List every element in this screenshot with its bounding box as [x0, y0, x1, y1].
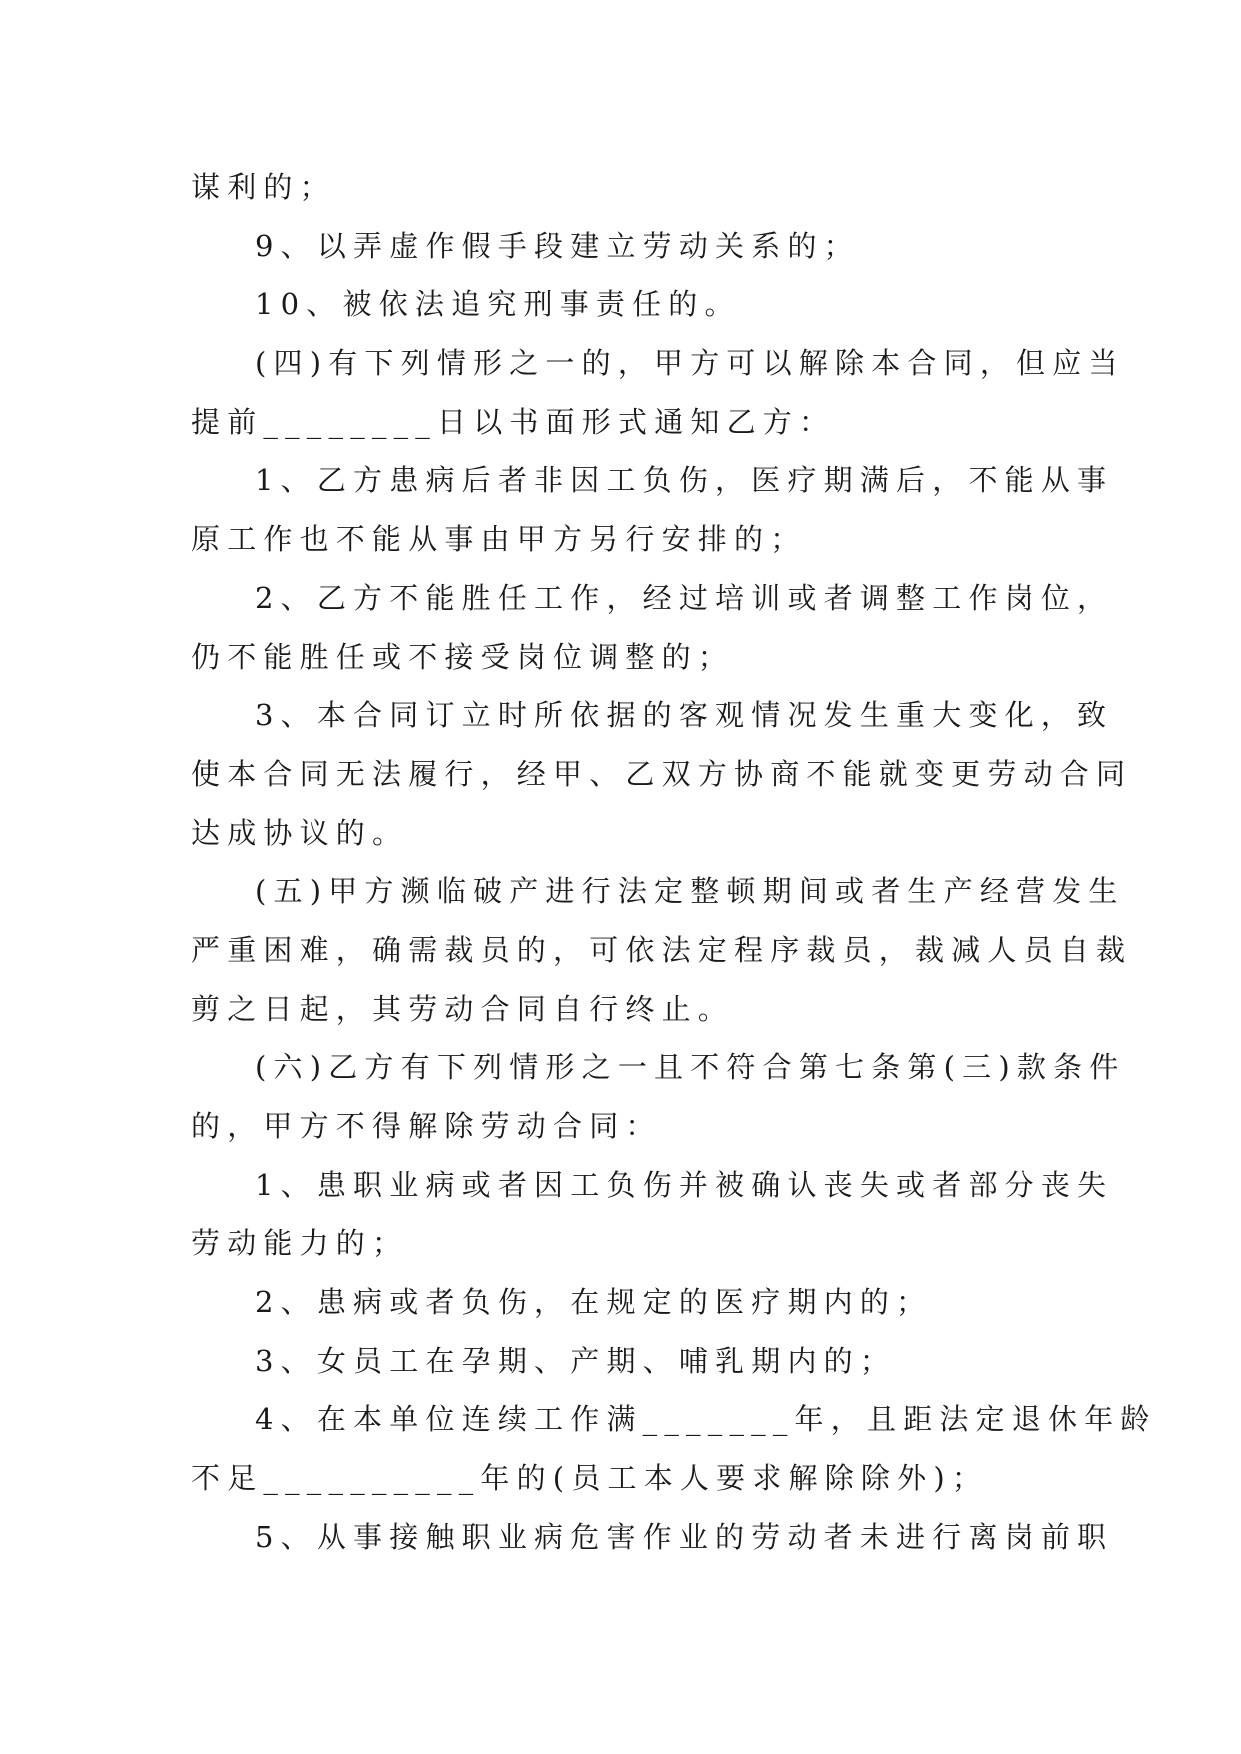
text-line: 仍不能胜任或不接受岗位调整的； — [191, 639, 735, 674]
text-line: 4、在本单位连续工作满_______年，且距法定退休年龄 — [255, 1402, 1157, 1437]
text-line: (四)有下列情形之一的，甲方可以解除本合同，但应当 — [255, 346, 1125, 381]
text-line: 严重困难，确需裁员的，可依法定程序裁员，裁减人员自裁 — [191, 932, 1133, 967]
text-line: 1、患职业病或者因工负伤并被确认丧失或者部分丧失 — [255, 1167, 1114, 1202]
text-line: 10、被依法追究刑事责任的。 — [255, 287, 741, 322]
text-line: 使本合同无法履行，经甲、乙双方协商不能就变更劳动合同 — [191, 756, 1133, 791]
text-line: (五)甲方濒临破产进行法定整顿期间或者生产经营发生 — [255, 874, 1125, 909]
text-line: 2、患病或者负伤，在规定的医疗期内的； — [255, 1285, 933, 1320]
text-line: 5、从事接触职业病危害作业的劳动者未进行离岗前职 — [255, 1519, 1114, 1554]
text-line: 不足__________年的(员工本人要求解除除外)； — [191, 1461, 989, 1496]
text-line: 3、女员工在孕期、产期、哺乳期内的； — [255, 1343, 897, 1378]
text-line: 原工作也不能从事由甲方另行安排的； — [191, 522, 807, 557]
document-body — [191, 158, 1157, 1567]
text-line: 提前________日以书面形式通知乙方： — [191, 404, 836, 439]
text-line: 剪之日起，其劳动合同自行终止。 — [191, 991, 735, 1026]
text-line: 2、乙方不能胜任工作，经过培训或者调整工作岗位， — [255, 580, 1114, 615]
text-line: (六)乙方有下列情形之一且不符合第七条第(三)款条件 — [255, 1050, 1126, 1085]
text-line: 谋利的； — [191, 170, 336, 204]
text-line: 的，甲方不得解除劳动合同： — [191, 1109, 662, 1143]
text-line: 达成协议的。 — [191, 815, 409, 850]
text-line: 3、本合同订立时所依据的客观情况发生重大变化，致 — [255, 698, 1114, 733]
text-line: 1、乙方患病后者非因工负伤，医疗期满后，不能从事 — [255, 463, 1114, 498]
text-line: 9、以弄虚作假手段建立劳动关系的； — [255, 228, 860, 263]
text-line: 劳动能力的； — [191, 1226, 409, 1261]
